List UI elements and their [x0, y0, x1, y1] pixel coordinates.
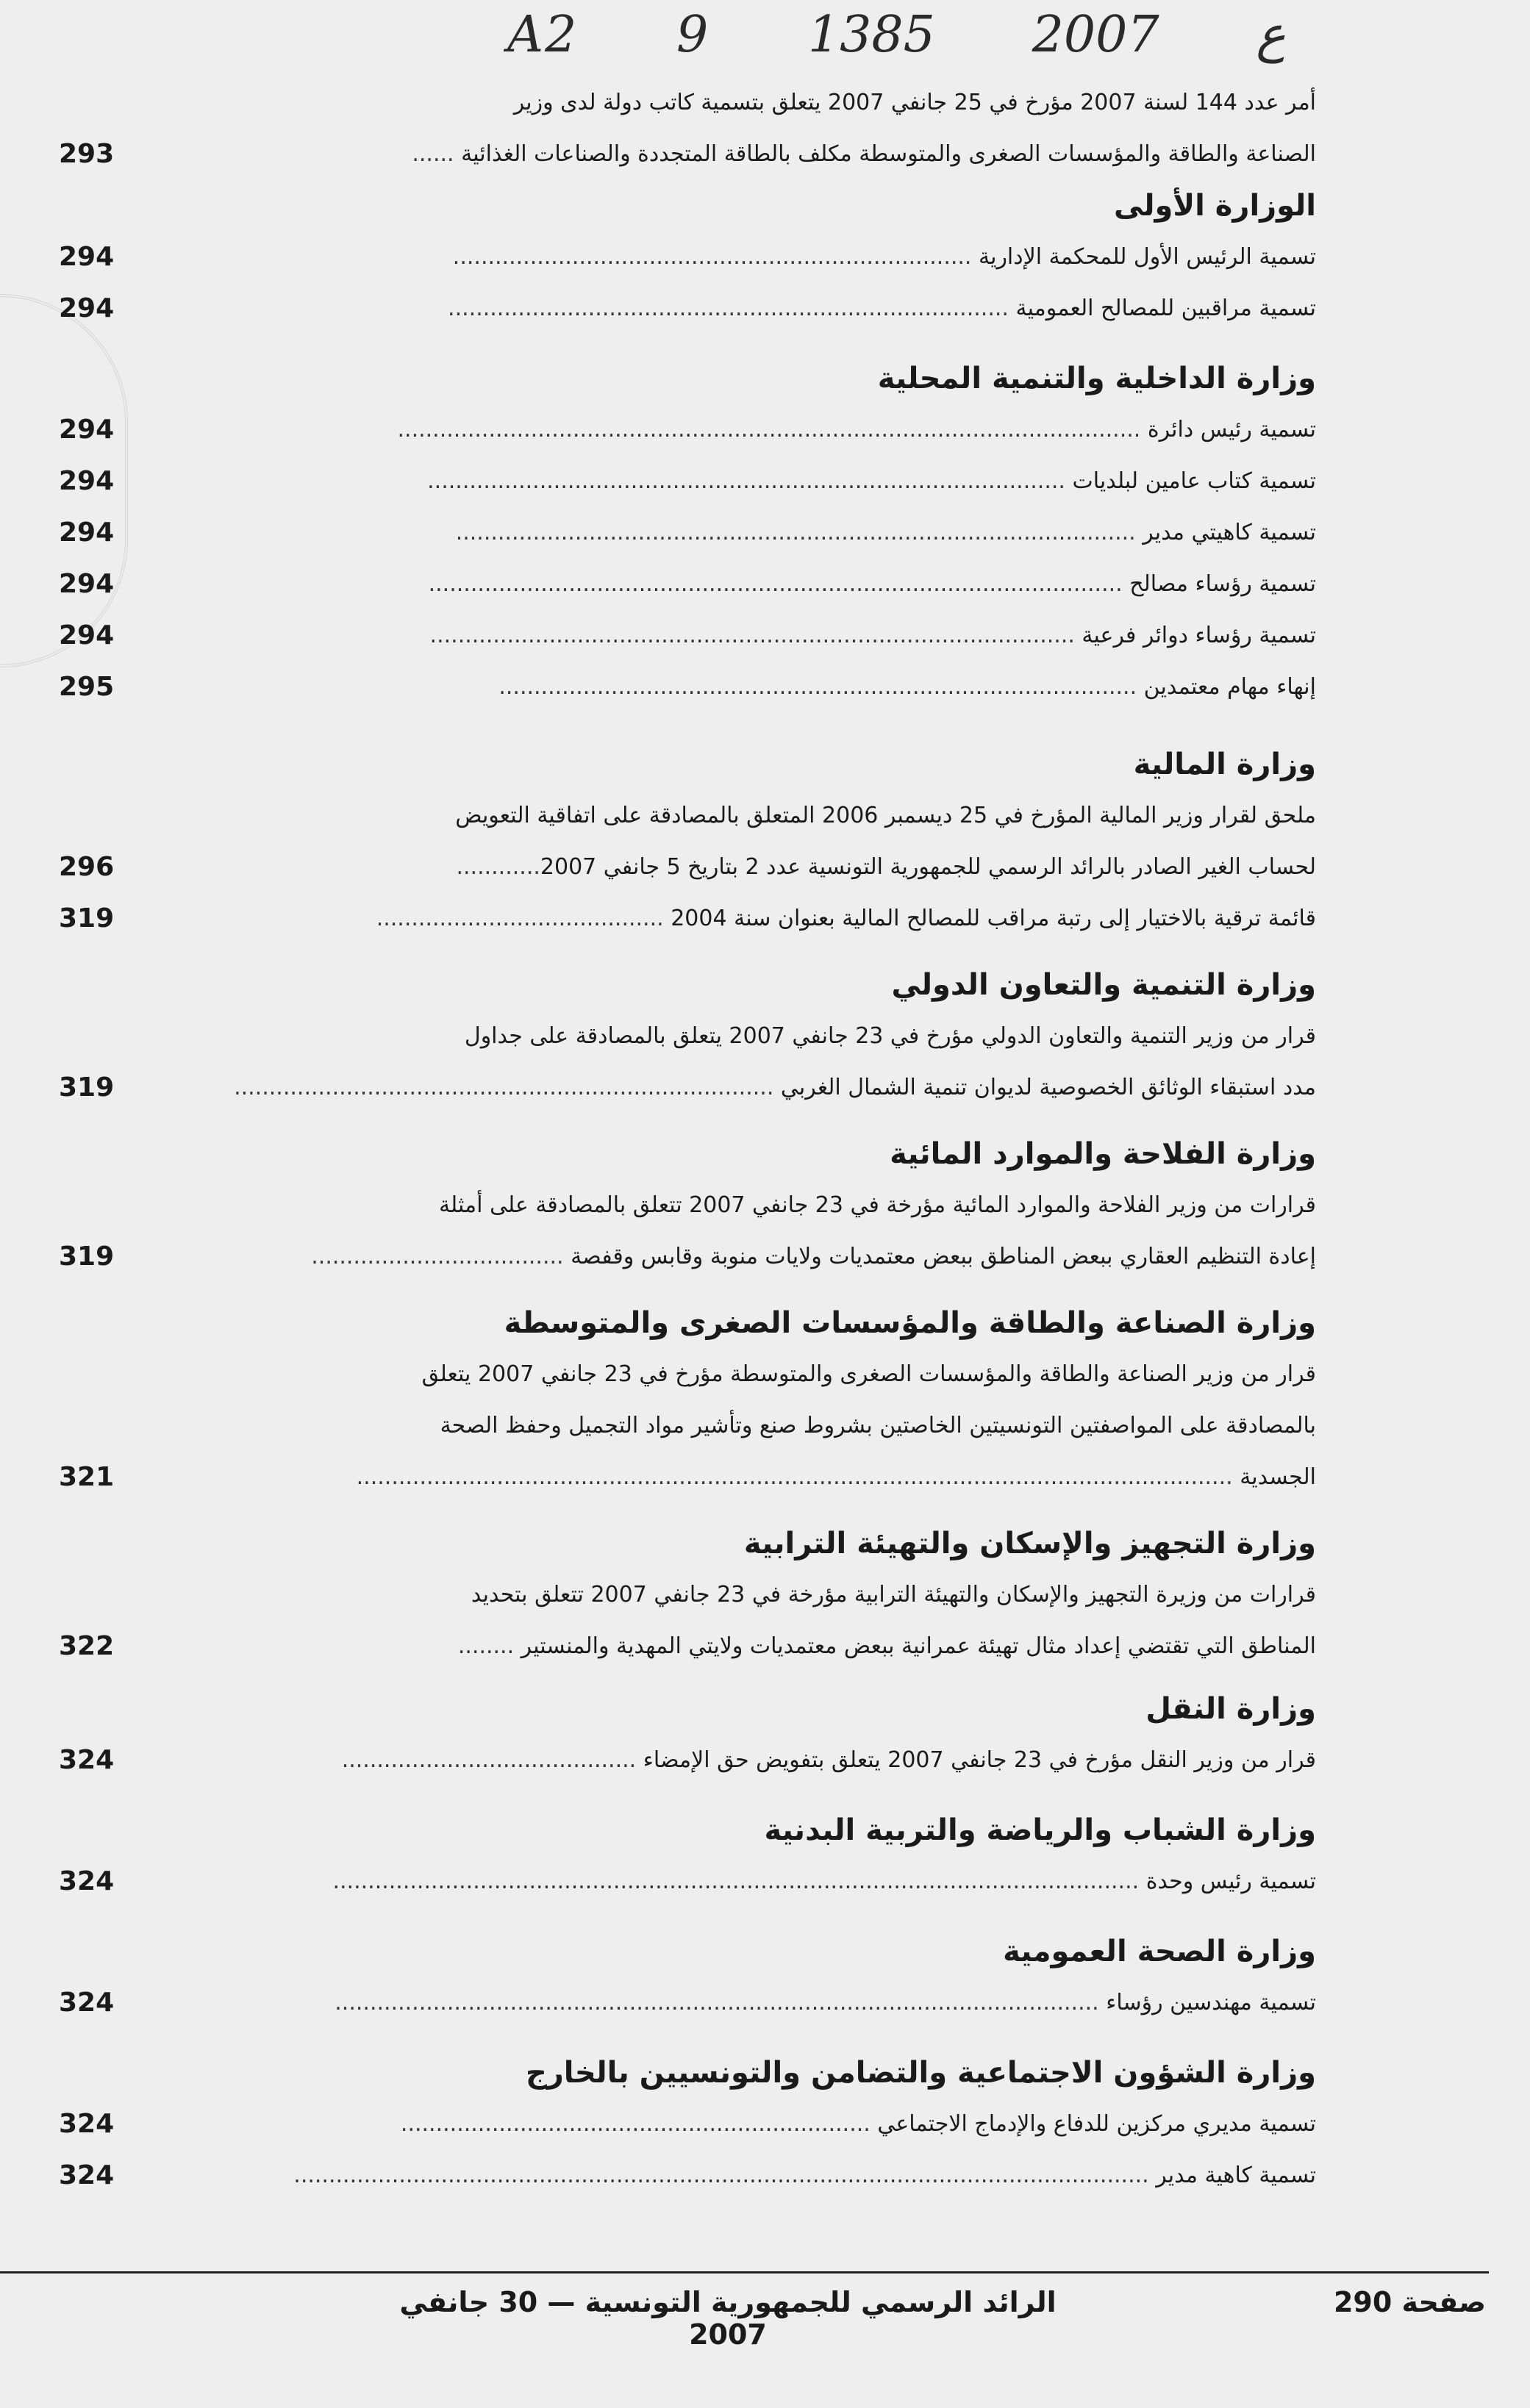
toc-entry: قرار من وزير الصناعة والطاقة والمؤسسات الصغرى والمتوسطة مؤرخ في 23 جانفي 2007 يتعلق بالمصادقة على المواصفتين التونسيتين الخاصتين بشروط صنع وتأشير مواد التجميل وحفظ الصحة الجسدية ............................................................................................................................. 321 — [169, 1349, 1316, 1503]
toc-entry: تسمية رؤساء دوائر فرعية ............................................................................................ 294 — [169, 610, 1316, 662]
page-number: 319 — [59, 1241, 115, 1272]
toc-entry: ملحق لقرار وزير المالية المؤرخ في 25 ديسمبر 2006 المتعلق بالمصادقة على اتفاقية التعويض لحساب الغير الصادر بالرائد الرسمي للجمهورية التونسية عدد 2 بتاريخ 5 جانفي 2007............ 296 — [169, 790, 1316, 893]
page-number: 324 — [59, 1866, 115, 1896]
toc-entry: قائمة ترقية بالاختيار إلى رتبة مراقب للمصالح المالية بعنوان سنة 2004 ......................................... 319 — [169, 893, 1316, 945]
toc-entry: تسمية رئيس وحدة ................................................................................................................... 324 — [169, 1856, 1316, 1907]
page-footer — [0, 2286, 1530, 2351]
toc-entry: تسمية رؤساء مصالح ................................................................................................... 294 — [169, 559, 1316, 610]
toc-entry: تسمية كاهيتي مدير ................................................................................................. 294 — [169, 507, 1316, 559]
section-heading: وزارة المالية — [1133, 748, 1316, 781]
toc-entry: قرارات من وزيرة التجهيز والإسكان والتهيئة الترابية مؤرخة في 23 جانفي 2007 تتعلق بتحديد المناطق التي تقتضي إعداد مثال تهيئة عمرانية ببعض معتمديات ولايتي المهدية والمنستير ........ 322 — [169, 1569, 1316, 1672]
page-number: 294 — [59, 517, 115, 548]
handwritten-note: A2 9 ع 2007 1385 — [507, 6, 1286, 64]
page-number: 294 — [59, 415, 115, 445]
section-heading: الوزارة الأولى — [1114, 189, 1316, 223]
page-number: 324 — [59, 1745, 115, 1775]
page-number: 294 — [59, 466, 115, 496]
section-heading: وزارة الفلاحة والموارد المائية — [890, 1137, 1316, 1171]
toc-entry: إنهاء مهام معتمدين ........................................................................................... 295 — [169, 662, 1316, 713]
toc-entry: قرار من وزير النقل مؤرخ في 23 جانفي 2007 يتعلق بتفويض حق الإمضاء .......................................... 324 — [169, 1735, 1316, 1786]
page-number: 294 — [59, 293, 115, 323]
toc-entry: تسمية الرئيس الأول للمحكمة الإدارية .......................................................................... 294 — [169, 232, 1316, 283]
section-heading: وزارة الصحة العمومية — [1003, 1935, 1316, 1968]
toc-entry: تسمية رئيس دائرة .......................................................................................................... 294 — [169, 404, 1316, 456]
gazette-title: الرائد الرسمي للجمهورية التونسية — 30 جانفي 2007 — [399, 2286, 1057, 2351]
toc-entry: قرارات من وزير الفلاحة والموارد المائية مؤرخة في 23 جانفي 2007 تتعلق بالمصادقة على أمثلة إعادة التنظيم العقاري ببعض المناطق ببعض معتمديات ولايات منوبة وقابس وقفصة .................................... 319 — [169, 1180, 1316, 1283]
section-heading: وزارة النقل — [1145, 1692, 1316, 1726]
page-label: صفحة 290 — [1333, 2286, 1486, 2318]
section-heading: وزارة التجهيز والإسكان والتهيئة الترابية — [743, 1527, 1316, 1560]
section-heading: وزارة التنمية والتعاون الدولي — [891, 968, 1316, 1002]
toc-entry: تسمية مهندسين رؤساء ............................................................................................................. 324 — [169, 1977, 1316, 2029]
toc-entry: تسمية كاهية مدير .......................................................................................................................... 324 — [169, 2150, 1316, 2201]
toc-entry: قرار من وزير التنمية والتعاون الدولي مؤرخ في 23 جانفي 2007 يتعلق بالمصادقة على جداول مدد استبقاء الوثائق الخصوصية لديوان تنمية الشمال الغربي ............................................................................. 319 — [169, 1011, 1316, 1114]
page-number: 319 — [59, 1072, 115, 1103]
footer-rule — [0, 2271, 1489, 2273]
page-number: 293 — [59, 139, 115, 169]
section-heading: وزارة الشباب والرياضة والتربية البدنية — [764, 1813, 1316, 1847]
toc-entry: تسمية كتاب عامين لبلديات ........................................................................................... 294 — [169, 456, 1316, 507]
page-number: 322 — [59, 1631, 115, 1661]
page-number: 296 — [59, 852, 115, 882]
section-heading: وزارة الصناعة والطاقة والمؤسسات الصغرى والمتوسطة — [504, 1306, 1316, 1340]
toc-entry: أمر عدد 144 لسنة 2007 مؤرخ في 25 جانفي 2007 يتعلق بتسمية كاتب دولة لدى وزير الصناعة والطاقة والمؤسسات الصغرى والمتوسطة مكلف بالطاقة المتجددة والصناعات الغذائية ...... 293 — [169, 77, 1316, 180]
page-number: 321 — [59, 1462, 115, 1492]
page-number: 324 — [59, 1988, 115, 2018]
page-number: 295 — [59, 672, 115, 702]
page-number: 319 — [59, 903, 115, 934]
toc-entry: تسمية مديري مركزين للدفاع والإدماج الاجتماعي ................................................................... 324 — [169, 2099, 1316, 2150]
page-number: 324 — [59, 2160, 115, 2190]
page-number: 324 — [59, 2109, 115, 2139]
section-heading: وزارة الداخلية والتنمية المحلية — [877, 362, 1316, 395]
toc-entry: تسمية مراقبين للمصالح العمومية ................................................................................ 294 — [169, 283, 1316, 334]
page-number: 294 — [59, 242, 115, 272]
section-heading: وزارة الشؤون الاجتماعية والتضامن والتونسيين بالخارج — [525, 2056, 1316, 2090]
page-number: 294 — [59, 620, 115, 651]
page-number: 294 — [59, 569, 115, 599]
